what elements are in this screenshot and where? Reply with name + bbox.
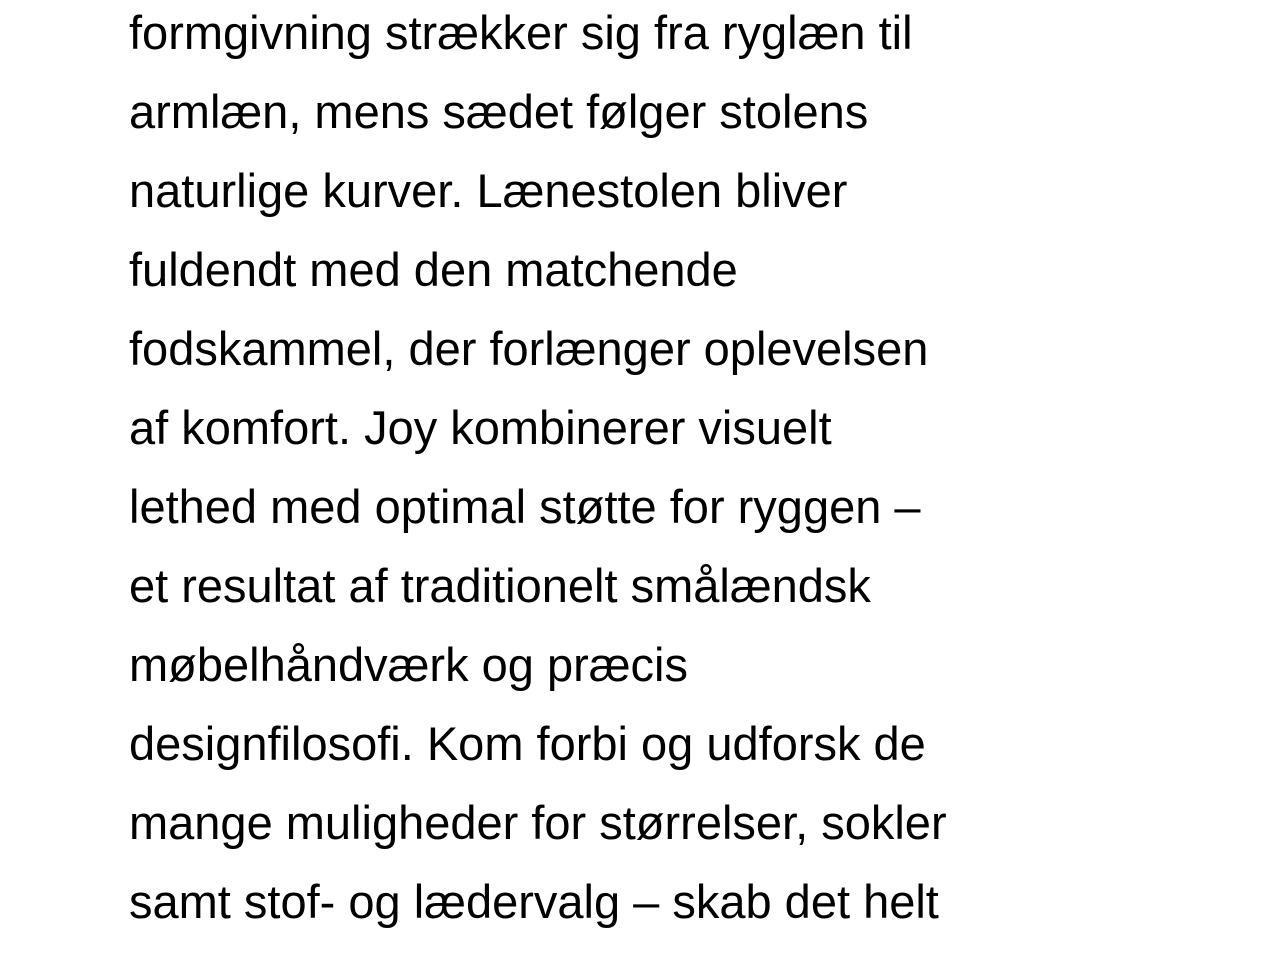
body-text-line: samt stof- og lædervalg – skab det helt xyxy=(129,875,939,928)
body-text-line: designfilosofi. Kom forbi og udforsk de xyxy=(129,717,926,770)
body-text-line: møbelhåndværk og præcis xyxy=(129,638,688,691)
body-text-line: fodskammel, der forlænger oplevelsen xyxy=(129,322,929,375)
body-text-line: armlæn, mens sædet følger stolens xyxy=(129,85,869,138)
body-text-line: naturlige kurver. Lænestolen bliver xyxy=(129,164,848,217)
article-body xyxy=(129,0,1129,941)
body-text-line: lethed med optimal støtte for ryggen – xyxy=(129,480,921,533)
body-text-line: mange muligheder for størrelser, sokler xyxy=(129,796,947,849)
body-text-line: et resultat af traditionelt smålændsk xyxy=(129,559,871,612)
body-text-line: af komfort. Joy kombinerer visuelt xyxy=(129,401,832,454)
body-text-line: formgivning strækker sig fra ryglæn til xyxy=(129,6,913,59)
body-text-line: fuldendt med den matchende xyxy=(129,243,738,296)
